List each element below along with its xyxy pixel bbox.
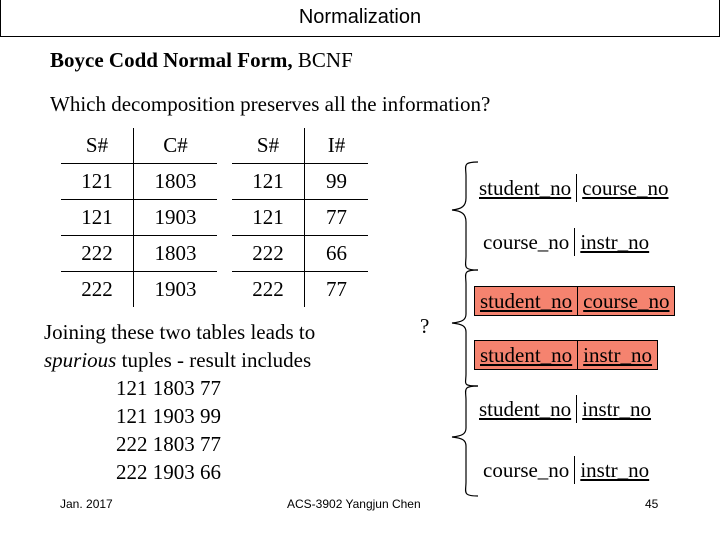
spurious-tuple: 222 1803 77 xyxy=(116,432,221,456)
header-cell: I# xyxy=(305,128,369,164)
schema-attr: instr_no xyxy=(582,397,652,421)
slide-title: Normalization xyxy=(298,6,422,28)
schema-attr: course_no xyxy=(582,176,669,200)
heading-bold: Boyce Codd Normal Form, xyxy=(50,48,293,72)
schema-student-instr-highlighted xyxy=(474,340,658,370)
table-cell: 222 xyxy=(232,236,305,272)
note-line-1: Joining these two tables leads to xyxy=(44,320,316,344)
schema-student-instr-2 xyxy=(474,395,656,423)
schema-attr: student_no xyxy=(474,174,577,202)
table-cell: 1903 xyxy=(134,272,218,308)
table-cell: 77 xyxy=(305,200,369,236)
question-mark: ? xyxy=(420,314,430,338)
schema-attr: course_no xyxy=(583,289,670,313)
schema-attr: student_no xyxy=(474,395,577,423)
table-cell: 1803 xyxy=(134,164,218,200)
schema-attr: course_no xyxy=(478,456,575,484)
footer-course: ACS-3902 Yangjun Chen xyxy=(287,497,421,511)
table-cell: 121 xyxy=(61,164,134,200)
schema-attr: instr_no xyxy=(583,343,653,367)
footer-page-number: 45 xyxy=(645,497,659,511)
table-cell: 222 xyxy=(232,272,305,308)
header-cell: S# xyxy=(232,128,305,164)
table-cell: 222 xyxy=(61,236,134,272)
table-cell: 77 xyxy=(305,272,369,308)
table-cell: 121 xyxy=(232,164,305,200)
table-cell: 222 xyxy=(61,272,134,308)
spurious-tuple: 121 1803 77 xyxy=(116,376,221,400)
slide-question: Which decomposition preserves all the information? xyxy=(50,92,491,116)
spurious-tuple: 121 1903 99 xyxy=(116,404,221,428)
footer-date: Jan. 2017 xyxy=(60,497,113,511)
schema-student-course-1 xyxy=(474,174,673,202)
note-italic: spurious xyxy=(44,348,117,372)
schema-attr: student_no xyxy=(475,341,578,369)
header-cell: S# xyxy=(61,128,134,164)
schema-attr: student_no xyxy=(475,287,578,315)
schema-course-instr-1 xyxy=(478,228,654,256)
schema-attr: course_no xyxy=(478,228,575,256)
table-cell: 121 xyxy=(232,200,305,236)
schema-student-course-highlighted xyxy=(474,286,675,316)
note-line-2-rest: tuples - result includes xyxy=(116,348,312,372)
table-cell: 121 xyxy=(61,200,134,236)
schema-course-instr-2 xyxy=(478,456,654,484)
spurious-tuple: 222 1903 66 xyxy=(116,460,221,484)
schema-attr: instr_no xyxy=(580,230,650,254)
heading-rest: BCNF xyxy=(292,48,353,72)
table-cell: 99 xyxy=(305,164,369,200)
schema-attr: instr_no xyxy=(580,458,650,482)
table-cell: 1903 xyxy=(134,200,218,236)
table-cell: 1803 xyxy=(134,236,218,272)
header-cell: C# xyxy=(134,128,218,164)
table-cell: 66 xyxy=(305,236,369,272)
